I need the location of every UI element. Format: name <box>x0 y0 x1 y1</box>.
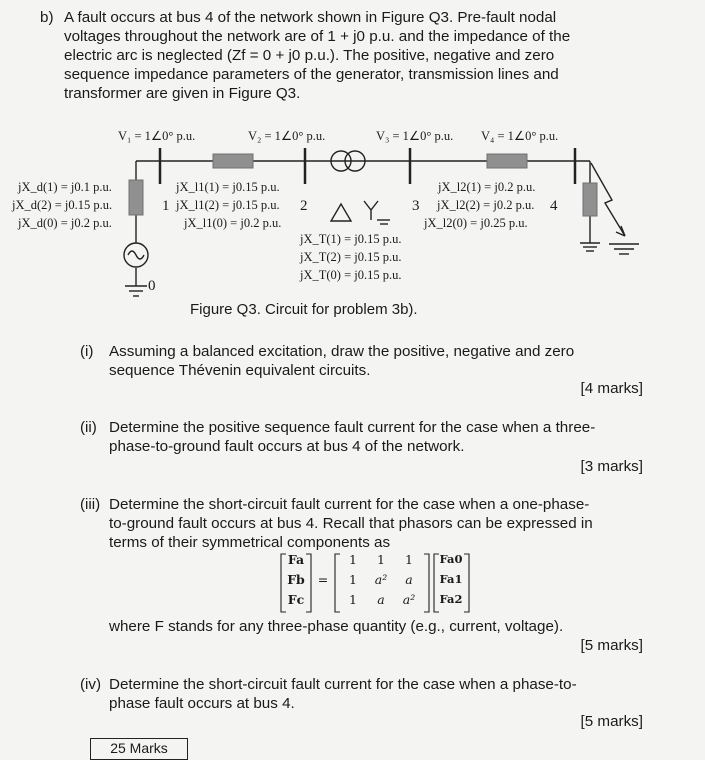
voltage-label-bus1: V₁ = 1∠0° p.u. <box>118 129 196 143</box>
voltage-label-bus4: V₄ = 1∠0° p.u. <box>481 129 559 143</box>
bus-number-4: 4 <box>550 198 558 214</box>
gen-x1-label: jX_d(1) = j0.1 p.u. <box>18 180 112 194</box>
load-impedance-box <box>583 183 597 216</box>
wye-symbol-icon <box>364 201 378 220</box>
bus-number-3: 3 <box>412 198 420 214</box>
transformer-x1-label: jX_T(1) = j0.15 p.u. <box>300 232 402 246</box>
generator-impedance-box <box>129 180 143 215</box>
lhs-fa: Fa <box>287 552 305 567</box>
lhs-fb: Fb <box>287 572 305 587</box>
lhs-fc: Fc <box>287 592 305 607</box>
rhs-fa1: Fa1 <box>439 572 463 586</box>
problem-statement: A fault occurs at bus 4 of the network shown in Figure Q3. Pre-fault nodal voltages throughout the network are of 1 + j0 p.u. and the impedance of the electric arc is neglected (Zf = 0 + j0 p.u.). The positive, negative and zero sequence impedance parameters of the generator, transmission lines and transformer are given in Figure Q3. <box>64 9 571 102</box>
question-iii-marks: [5 marks] <box>580 637 643 654</box>
voltage-label-bus3: V₃ = 1∠0° p.u. <box>376 129 454 143</box>
line2-x1-label: jX_l2(1) = j0.2 p.u. <box>438 180 536 194</box>
part-label: b) <box>40 9 54 26</box>
question-iii-after: where F stands for any three-phase quantity (e.g., current, voltage). <box>109 618 564 635</box>
matrix-cell: a <box>405 572 413 587</box>
transformer-x2-label: jX_T(2) = j0.15 p.u. <box>300 250 402 264</box>
ac-wave-icon <box>128 251 144 259</box>
line1-x1-label: jX_l1(1) = j0.15 p.u. <box>176 180 280 194</box>
question-iii-text: Determine the short-circuit fault current for the case when a one-phase- to-ground fault occurs at bus 4. Recall that phasors can be expressed in terms of their symmetrical components as <box>109 496 593 551</box>
matrix-cell: a² <box>402 592 416 607</box>
line2-x0-label: jX_l2(0) = j0.25 p.u. <box>424 216 528 230</box>
bus-number-0: 0 <box>148 278 156 294</box>
question-i-text: Assuming a balanced excitation, draw the positive, negative and zero sequence Thévenin equivalent circuits. <box>109 343 575 379</box>
rhs-fa0: Fa0 <box>439 552 463 566</box>
matrix-cell: a <box>377 592 385 607</box>
bus-number-1: 1 <box>162 198 170 214</box>
line1-impedance-box <box>213 154 253 168</box>
question-ii-marks: [3 marks] <box>580 458 643 475</box>
equals-sign: = <box>317 572 329 587</box>
matrix-cell: 1 <box>377 552 385 567</box>
matrix-cell: 1 <box>349 572 357 587</box>
bus-number-2: 2 <box>300 198 308 214</box>
gen-x2-label: jX_d(2) = j0.15 p.u. <box>12 198 113 212</box>
question-ii-label: (ii) <box>80 419 97 436</box>
matrix-cell: 1 <box>405 552 413 567</box>
gen-x0-label: jX_d(0) = j0.2 p.u. <box>18 216 112 230</box>
line1-x0-label: jX_l1(0) = j0.2 p.u. <box>184 216 282 230</box>
question-i-marks: [4 marks] <box>580 380 643 397</box>
figure-caption: Figure Q3. Circuit for problem 3b). <box>190 301 418 318</box>
total-marks-box: 25 Marks <box>90 738 188 760</box>
question-iv-marks: [5 marks] <box>580 713 643 730</box>
symmetrical-components-equation <box>278 552 478 614</box>
matrix-cell: 1 <box>349 552 357 567</box>
figure-q3 <box>0 118 705 318</box>
transformer-x0-label: jX_T(0) = j0.15 p.u. <box>300 268 402 282</box>
matrix-cell: a² <box>374 572 388 587</box>
delta-symbol-icon <box>331 204 351 221</box>
rhs-fa2: Fa2 <box>439 592 463 606</box>
question-iii-label: (iii) <box>80 496 101 513</box>
line1-x2-label: jX_l1(2) = j0.15 p.u. <box>176 198 280 212</box>
voltage-label-bus2: V₂ = 1∠0° p.u. <box>248 129 326 143</box>
line2-x2-label: jX_l2(2) = j0.2 p.u. <box>437 198 535 212</box>
line2-impedance-box <box>487 154 527 168</box>
matrix-bracket-right <box>424 554 429 612</box>
question-i-label: (i) <box>80 343 94 360</box>
question-iv-text: Determine the short-circuit fault current for the case when a phase-to- phase fault occurs at bus 4. <box>109 676 577 712</box>
question-iv-label: (iv) <box>80 676 102 693</box>
matrix-cell: 1 <box>349 592 357 607</box>
question-ii-text: Determine the positive sequence fault current for the case when a three- phase-to-ground fault occurs at bus 4 of the network. <box>109 419 596 455</box>
